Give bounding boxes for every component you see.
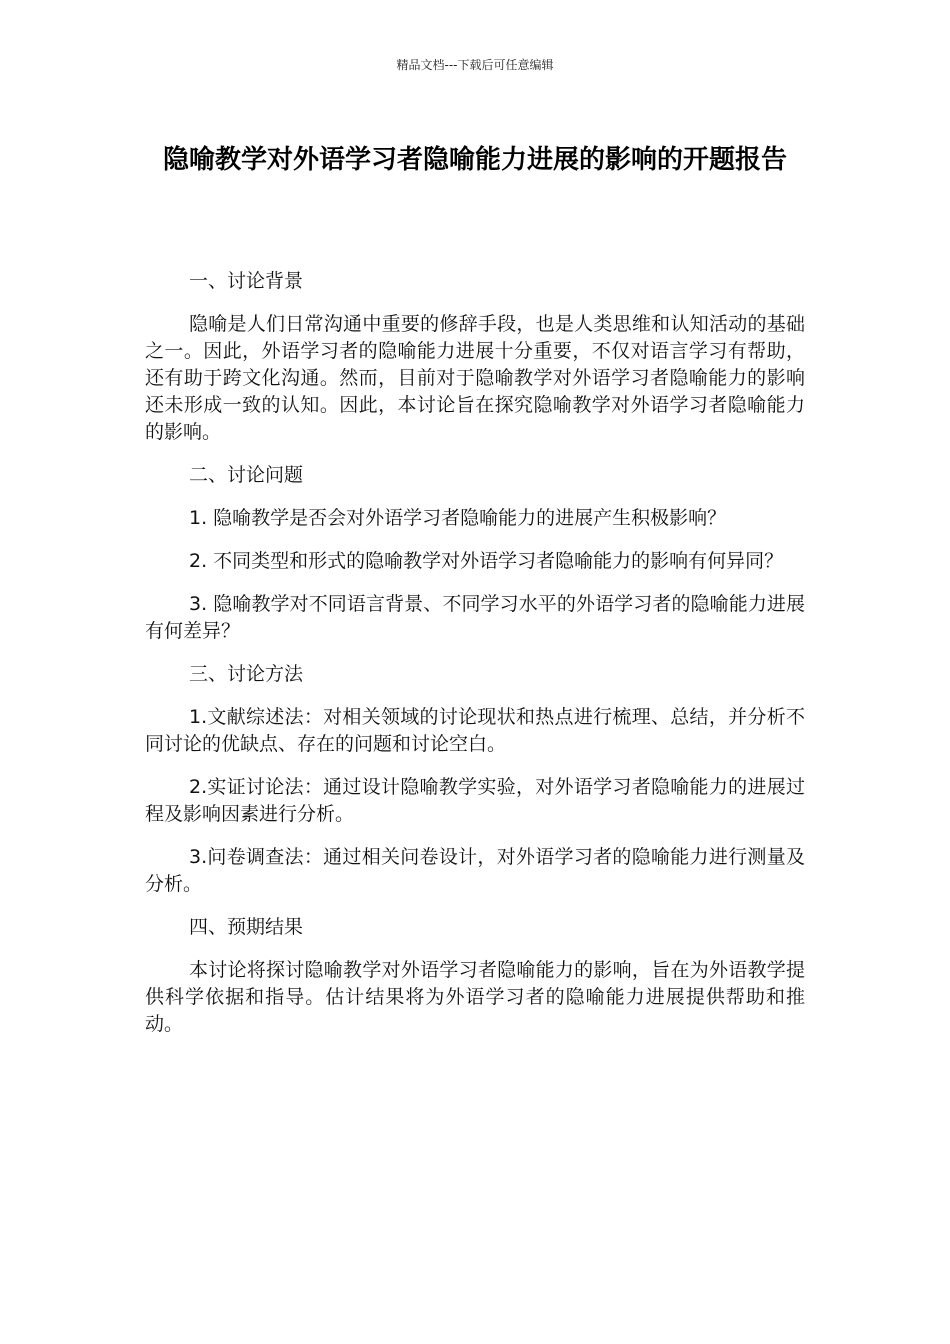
results-paragraph: 本讨论将探讨隐喻教学对外语学习者隐喻能力的影响，旨在为外语教学提供科学依据和指导。估计结果将为外语学习者的隐喻能力进展提供帮助和推动。 bbox=[145, 959, 805, 1035]
section-heading-results: 四、预期结果 bbox=[189, 916, 304, 938]
method-item-1: 1.文献综述法：对相关领域的讨论现状和热点进行梳理、总结，并分析不同讨论的优缺点、存在的问题和讨论空白。 bbox=[145, 706, 805, 755]
section-heading-methods: 三、讨论方法 bbox=[189, 663, 304, 685]
method-item-3: 3.问卷调查法：通过相关问卷设计，对外语学习者的隐喻能力进行测量及分析。 bbox=[145, 846, 805, 895]
document-body bbox=[145, 268, 805, 1038]
background-paragraph: 隐喻是人们日常沟通中重要的修辞手段，也是人类思维和认知活动的基础之一。因此，外语学习者的隐喻能力进展十分重要，不仅对语言学习有帮助，还有助于跨文化沟通。然而，目前对于隐喻教学对外语学习者隐喻能力的影响还未形成一致的认知。因此，本讨论旨在探究隐喻教学对外语学习者隐喻能力的影响。 bbox=[145, 313, 805, 443]
question-item-1: 1. 隐喻教学是否会对外语学习者隐喻能力的进展产生积极影响？ bbox=[189, 507, 727, 529]
question-item-2: 2. 不同类型和形式的隐喻教学对外语学习者隐喻能力的影响有何异同？ bbox=[189, 550, 784, 572]
document-title: 隐喻教学对外语学习者隐喻能力进展的影响的开题报告 bbox=[162, 145, 787, 175]
method-item-2: 2.实证讨论法：通过设计隐喻教学实验，对外语学习者隐喻能力的进展过程及影响因素进行分析。 bbox=[145, 776, 805, 825]
header-note: 精品文档---下载后可任意编辑 bbox=[396, 58, 554, 72]
question-item-3: 3. 隐喻教学对不同语言背景、不同学习水平的外语学习者的隐喻能力进展有何差异？ bbox=[145, 593, 805, 642]
section-heading-questions: 二、讨论问题 bbox=[189, 464, 304, 486]
section-heading-background: 一、讨论背景 bbox=[189, 270, 304, 292]
